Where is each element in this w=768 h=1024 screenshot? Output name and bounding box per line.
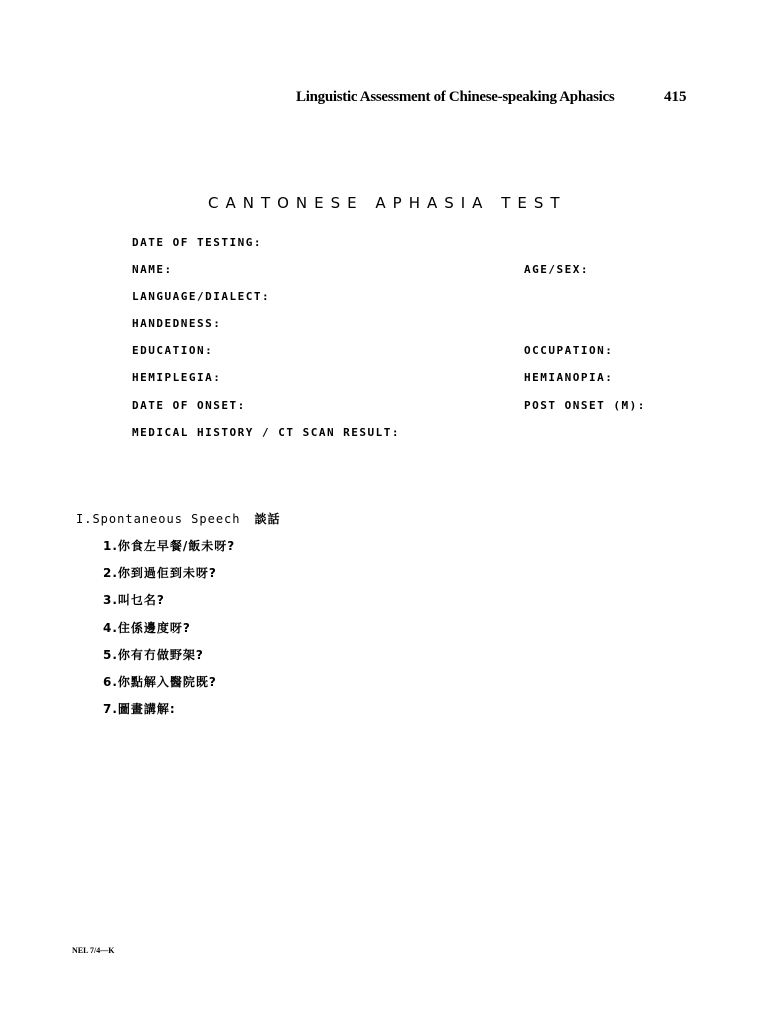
hemianopia-label: HEMIANOPIA: bbox=[524, 371, 614, 384]
medical-history-label: MEDICAL HISTORY / CT SCAN RESULT: bbox=[132, 426, 401, 439]
question-item: 5.你有冇做野架? bbox=[103, 648, 204, 662]
footer-code: NEL 7/4—K bbox=[72, 946, 115, 955]
date-of-testing-label: DATE OF TESTING: bbox=[132, 236, 262, 249]
running-title: Linguistic Assessment of Chinese-speaking Aphasics bbox=[296, 89, 615, 105]
education-label: EDUCATION: bbox=[132, 344, 214, 357]
handedness-label: HANDEDNESS: bbox=[132, 317, 222, 330]
section-heading-chinese: 談話 bbox=[254, 512, 281, 526]
occupation-label: OCCUPATION: bbox=[524, 344, 614, 357]
name-label: NAME: bbox=[132, 263, 173, 276]
test-title: CANTONESE APHASIA TEST bbox=[208, 194, 567, 212]
hemiplegia-label: HEMIPLEGIA: bbox=[132, 371, 222, 384]
section-heading bbox=[76, 510, 281, 527]
question-item: 7.圖畫講解: bbox=[103, 702, 176, 716]
language-dialect-label: LANGUAGE/DIALECT: bbox=[132, 290, 271, 303]
question-item: 6.你點解入醫院既? bbox=[103, 675, 217, 689]
post-onset-label: POST ONSET (M): bbox=[524, 399, 646, 412]
question-item: 1.你食左早餐/飯未呀? bbox=[103, 539, 236, 553]
question-item: 2.你到過佢到未呀? bbox=[103, 566, 217, 580]
question-item: 3.叫乜名? bbox=[103, 593, 165, 607]
section-heading-label: I.Spontaneous Speech bbox=[76, 512, 241, 526]
age-sex-label: AGE/SEX: bbox=[524, 263, 589, 276]
date-of-onset-label: DATE OF ONSET: bbox=[132, 399, 246, 412]
page-number: 415 bbox=[664, 89, 687, 105]
question-item: 4.住係邊度呀? bbox=[103, 621, 191, 635]
